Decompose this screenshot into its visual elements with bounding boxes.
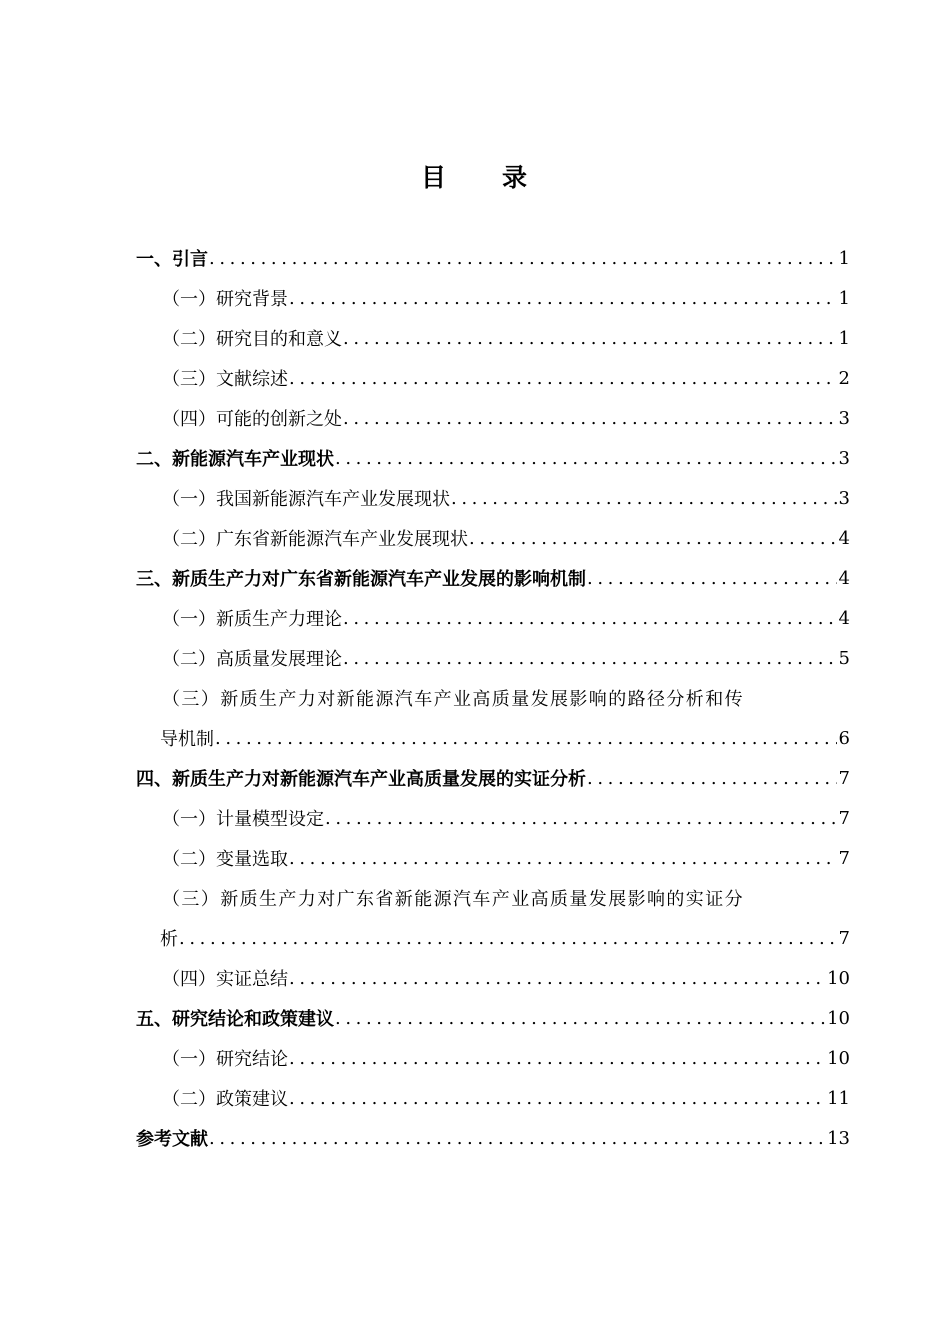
dot-leader: [289, 848, 837, 869]
dot-leader: [587, 568, 837, 589]
dot-leader: [289, 968, 825, 989]
dot-leader: [343, 608, 837, 629]
toc-entry-page: 1: [838, 247, 850, 269]
toc-entry-label: （三）文献综述: [162, 369, 288, 390]
toc-entry[interactable]: [136, 998, 850, 1038]
toc-entry[interactable]: [136, 398, 850, 438]
toc-entry-page: 4: [838, 567, 850, 589]
toc-entry-page: 3: [838, 487, 850, 509]
dot-leader: [289, 1088, 825, 1109]
toc-entry-page: 1: [838, 327, 850, 349]
toc-entry-page: 10: [827, 1007, 850, 1029]
toc-entry-page: 2: [838, 367, 850, 389]
toc-entry-label: （二）变量选取: [162, 849, 288, 870]
toc-entry-page: 7: [838, 847, 850, 869]
toc-entry-wrapped-line2[interactable]: [136, 718, 850, 758]
toc-entry[interactable]: [136, 598, 850, 638]
toc-entry-page: 3: [838, 407, 850, 429]
toc-entry[interactable]: [136, 638, 850, 678]
dot-leader: [343, 328, 837, 349]
toc-entry-label: （二）广东省新能源汽车产业发展现状: [162, 529, 468, 550]
toc-entry-label: （三）新质生产力对广东省新能源汽车产业高质量发展影响的实证分: [162, 889, 744, 910]
toc-entry-label: （二）政策建议: [162, 1089, 288, 1110]
toc-entry-label: （一）研究结论: [162, 1049, 288, 1070]
toc-entry-wrapped-line2[interactable]: [136, 918, 850, 958]
toc-entry[interactable]: [136, 358, 850, 398]
toc-entry-label: 导机制: [160, 729, 214, 750]
toc-entry-label: 二、新能源汽车产业现状: [136, 449, 334, 470]
toc-entry[interactable]: [136, 318, 850, 358]
toc-entry-label: 四、新质生产力对新能源汽车产业高质量发展的实证分析: [136, 769, 586, 790]
page-title: 目 录: [420, 163, 529, 192]
dot-leader: [289, 1048, 825, 1069]
toc-entry[interactable]: [136, 558, 850, 598]
toc-entry[interactable]: [136, 758, 850, 798]
toc-entry-label: 五、研究结论和政策建议: [136, 1009, 334, 1030]
toc-entry-label: （一）计量模型设定: [162, 809, 324, 830]
toc-entry-label: （二）高质量发展理论: [162, 649, 342, 670]
toc-entry-label: （一）研究背景: [162, 289, 288, 310]
dot-leader: [289, 368, 837, 389]
toc-entry-page: 11: [827, 1087, 850, 1109]
toc-entry-page: 10: [827, 1047, 850, 1069]
table-of-contents: [136, 238, 850, 1158]
toc-entry-page: 3: [838, 447, 850, 469]
toc-entry-label: （二）研究目的和意义: [162, 329, 342, 350]
dot-leader: [325, 808, 837, 829]
dot-leader: [209, 248, 837, 269]
toc-entry-label: （一）我国新能源汽车产业发展现状: [162, 489, 450, 510]
toc-entry[interactable]: [136, 518, 850, 558]
toc-entry-page: 7: [838, 927, 850, 949]
toc-entry[interactable]: [136, 238, 850, 278]
toc-entry-label: （四）实证总结: [162, 969, 288, 990]
toc-entry[interactable]: [136, 1078, 850, 1118]
toc-entry[interactable]: [136, 1038, 850, 1078]
toc-entry-label: 参考文献: [136, 1129, 208, 1150]
dot-leader: [343, 648, 837, 669]
toc-entry-label: 三、新质生产力对广东省新能源汽车产业发展的影响机制: [136, 569, 586, 590]
toc-entry-label: （一）新质生产力理论: [162, 609, 342, 630]
toc-entry[interactable]: [136, 838, 850, 878]
toc-entry[interactable]: [136, 798, 850, 838]
toc-entry-label: （四）可能的创新之处: [162, 409, 342, 430]
dot-leader: [469, 528, 837, 549]
toc-entry-label: 一、引言: [136, 249, 208, 270]
toc-entry-label: （三）新质生产力对新能源汽车产业高质量发展影响的路径分析和传: [162, 689, 744, 710]
dot-leader: [335, 1008, 825, 1029]
dot-leader: [451, 488, 837, 509]
toc-entry[interactable]: [136, 438, 850, 478]
dot-leader: [289, 288, 837, 309]
toc-entry-page: 6: [838, 727, 850, 749]
toc-entry-page: 7: [838, 767, 850, 789]
dot-leader: [209, 1128, 825, 1149]
toc-entry-page: 1: [838, 287, 850, 309]
toc-entry[interactable]: [136, 478, 850, 518]
toc-entry[interactable]: [136, 1118, 850, 1158]
toc-entry-wrapped-line1[interactable]: [136, 878, 850, 918]
toc-entry-label: 析: [160, 929, 178, 950]
dot-leader: [215, 728, 837, 749]
toc-entry[interactable]: [136, 958, 850, 998]
toc-entry-page: 4: [838, 527, 850, 549]
toc-entry-page: 5: [838, 647, 850, 669]
dot-leader: [343, 408, 837, 429]
dot-leader: [335, 448, 837, 469]
toc-entry[interactable]: [136, 278, 850, 318]
toc-entry-page: 10: [827, 967, 850, 989]
toc-entry-page: 4: [838, 607, 850, 629]
dot-leader: [179, 928, 837, 949]
dot-leader: [587, 768, 837, 789]
toc-entry-page: 13: [827, 1127, 850, 1149]
toc-entry-wrapped-line1[interactable]: [136, 678, 850, 718]
toc-entry-page: 7: [838, 807, 850, 829]
